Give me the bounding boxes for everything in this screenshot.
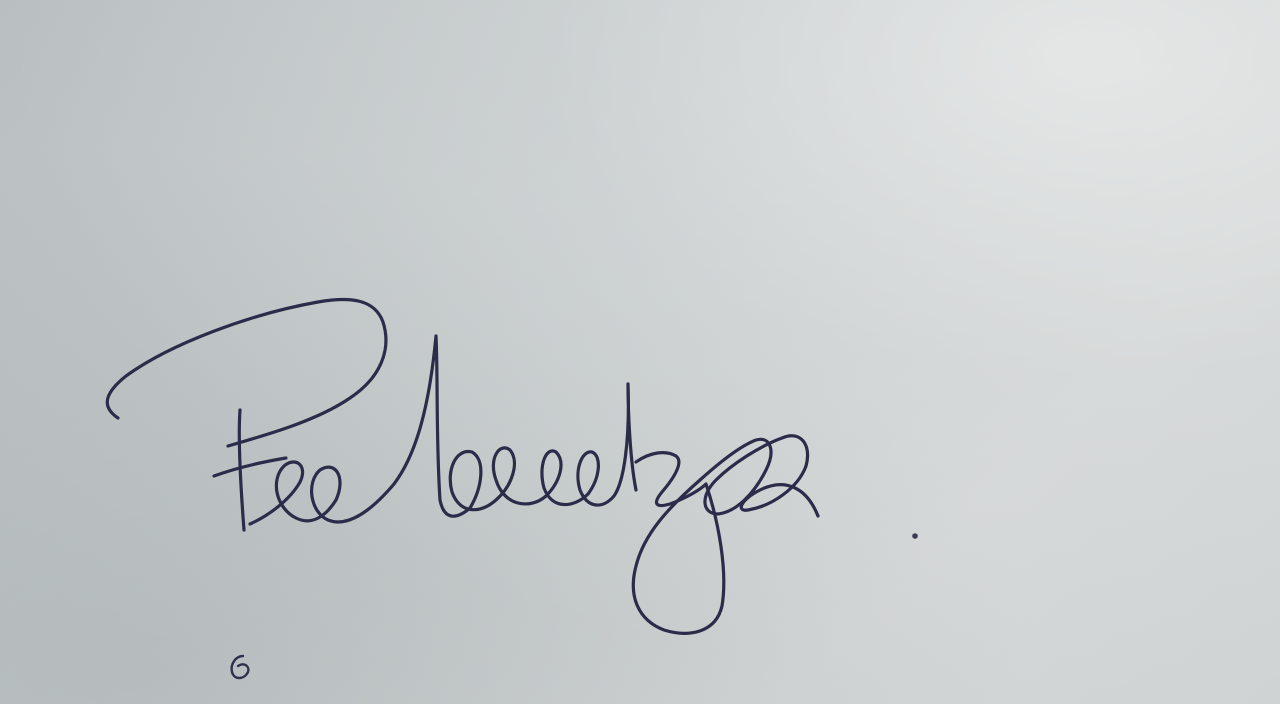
signature-stroke-z bbox=[633, 453, 723, 634]
signature-stroke-small-mark bbox=[232, 656, 249, 678]
signature-stroke-p-loop bbox=[107, 299, 386, 446]
signature-stroke-d bbox=[312, 336, 470, 522]
signature-stroke-e bbox=[250, 462, 336, 524]
signature-stroke-final-a bbox=[700, 436, 818, 516]
signature-stroke-oa bbox=[450, 448, 588, 510]
ink-dot bbox=[912, 533, 918, 539]
signature-stroke-ai bbox=[578, 384, 636, 505]
signature-stroke-p-stem bbox=[239, 410, 244, 530]
signature-stroke-baseline bbox=[214, 458, 286, 476]
